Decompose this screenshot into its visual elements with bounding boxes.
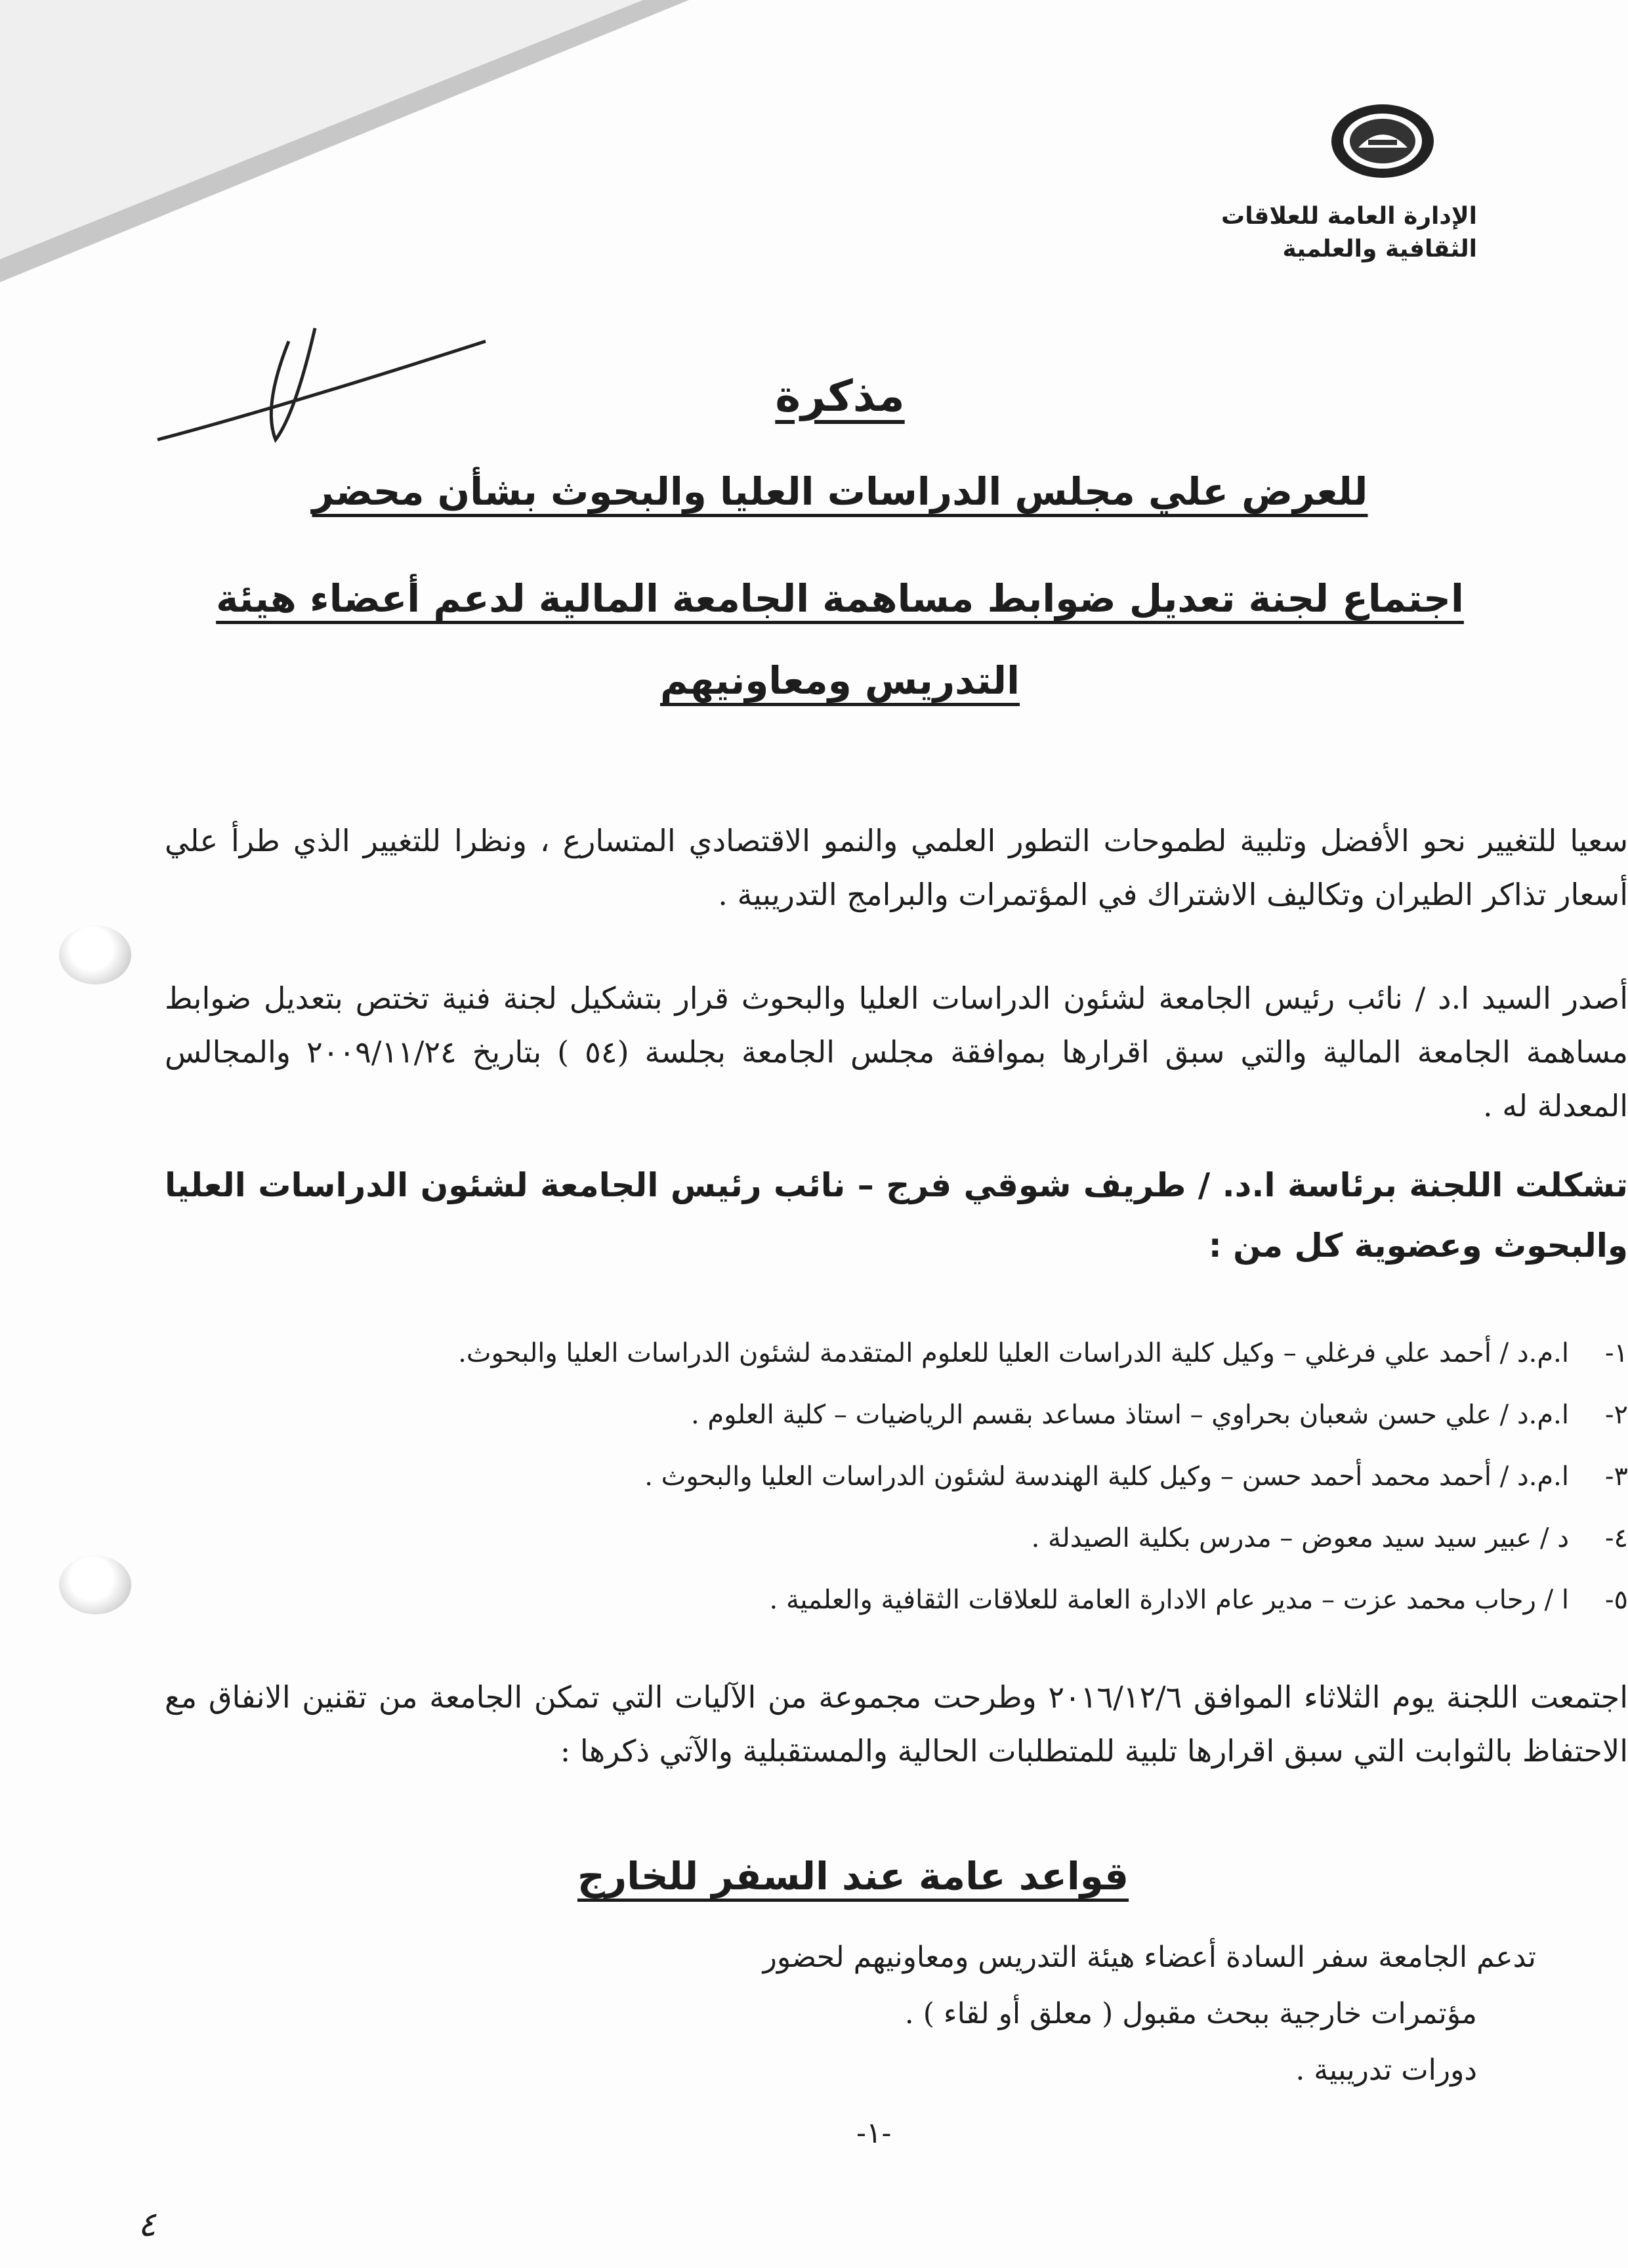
list-item: ٥- ا / رحاب محمد عزت – مدير عام الادارة العامة للعلاقات الثقافية والعلمية . (769, 1585, 1628, 1615)
list-item: ٢- ا.م.د / علي حسن شعبان بحراوي – استاذ مساعد بقسم الرياضيات – كلية العلوم . (690, 1400, 1628, 1430)
org-line-2: الثقافية والعلمية (1282, 236, 1477, 262)
handwritten-line-2: العليا (386, 242, 473, 301)
memo-title: مذكرة (775, 371, 905, 421)
corner-mark: ٤ (138, 2205, 156, 2244)
section-item-1: مؤتمرات خارجية ببحث مقبول ( معلق أو لقاء ) . (904, 1997, 1477, 2030)
paragraph-decision: أصدر السيد ا.د / نائب رئيس الجامعة لشئون الدراسات العليا والبحوث قرار بتشكيل لجنة فنية تختص بتعديل ضوابط مساهمة الجامعة المالية والتي سبق اقرارها بموافقة مجلس الجامعة بجلسة (٥٤ ) بتاريخ ٢٠٠٩/١١/٢٤ والمجالس المعدلة له . (165, 980, 1628, 1124)
section-heading: قواعد عامة عند السفر للخارج (577, 1854, 1129, 1899)
org-line-1: الإدارة العامة للعلاقات (1221, 203, 1477, 230)
org-header (1221, 200, 1477, 266)
handwritten-line-1: للعرض علي مجلس الدراسات (564, 17, 1031, 175)
handwritten-year: ٢٠١٦ (277, 448, 350, 497)
list-item: ٣- ا.م.د / أحمد محمد أحمد حسن – وكيل كلية الهندسة لشئون الدراسات العليا والبحوث . (644, 1461, 1628, 1492)
paragraph-committee: تشكلت اللجنة برئاسة ا.د. / طريف شوقي فرج – نائب رئيس الجامعة لشئون الدراسات العليا والبحوث وعضوية كل من : (165, 1166, 1628, 1265)
punch-hole (59, 925, 131, 984)
handwritten-date: ١٢/١٩ (501, 362, 594, 415)
punch-hole (59, 1555, 131, 1614)
memo-subject: اجتماع لجنة تعديل ضوابط مساهمة الجامعة المالية لدعم أعضاء هيئة التدريس ومعاونيهم (216, 576, 1464, 703)
list-item: ١- ا.م.د / أحمد علي فرغلي – وكيل كلية الدراسات العليا للعلوم المتقدمة لشئون الدراسات العليا والبحوث. (458, 1338, 1628, 1368)
university-logo-icon (1329, 102, 1437, 180)
memo-subtitle: للعرض علي مجلس الدراسات العليا والبحوث بشأن محضر (312, 469, 1368, 514)
list-item: ٤- د / عبير سيد سيد معوض – مدرس بكلية الصيدلة . (1031, 1523, 1628, 1553)
paragraph-intro: سعيا للتغيير نحو الأفضل وتلبية لطموحات التطور العلمي والنمو الاقتصادي المتسارع ، ونظرا للتغيير الذي طرأ علي أسعار تذاكر الطيران وتكاليف الاشتراك في المؤتمرات والبرامج التدريبية . (165, 823, 1628, 912)
section-item-2: دورات تدريبية . (1295, 2053, 1477, 2087)
section-body (552, 1929, 1536, 2099)
committee-members-list (165, 1322, 1628, 1631)
section-intro: تدعم الجامعة سفر السادة أعضاء هيئة التدريس ومعاونيهم لحضور (762, 1941, 1536, 1974)
paragraph-meeting: اجتمعت اللجنة يوم الثلاثاء الموافق ٢٠١٦/١٢/٦ وطرحت مجموعة من الآليات التي تمكن الجامعة من تقنين الانفاق مع الاحتفاظ بالثوابت التي سبق اقرارها تلبية للمتطلبات الحالية والمستقبلية والآتي ذكرها : (165, 1679, 1628, 1769)
page-number: -١- (856, 2116, 892, 2150)
